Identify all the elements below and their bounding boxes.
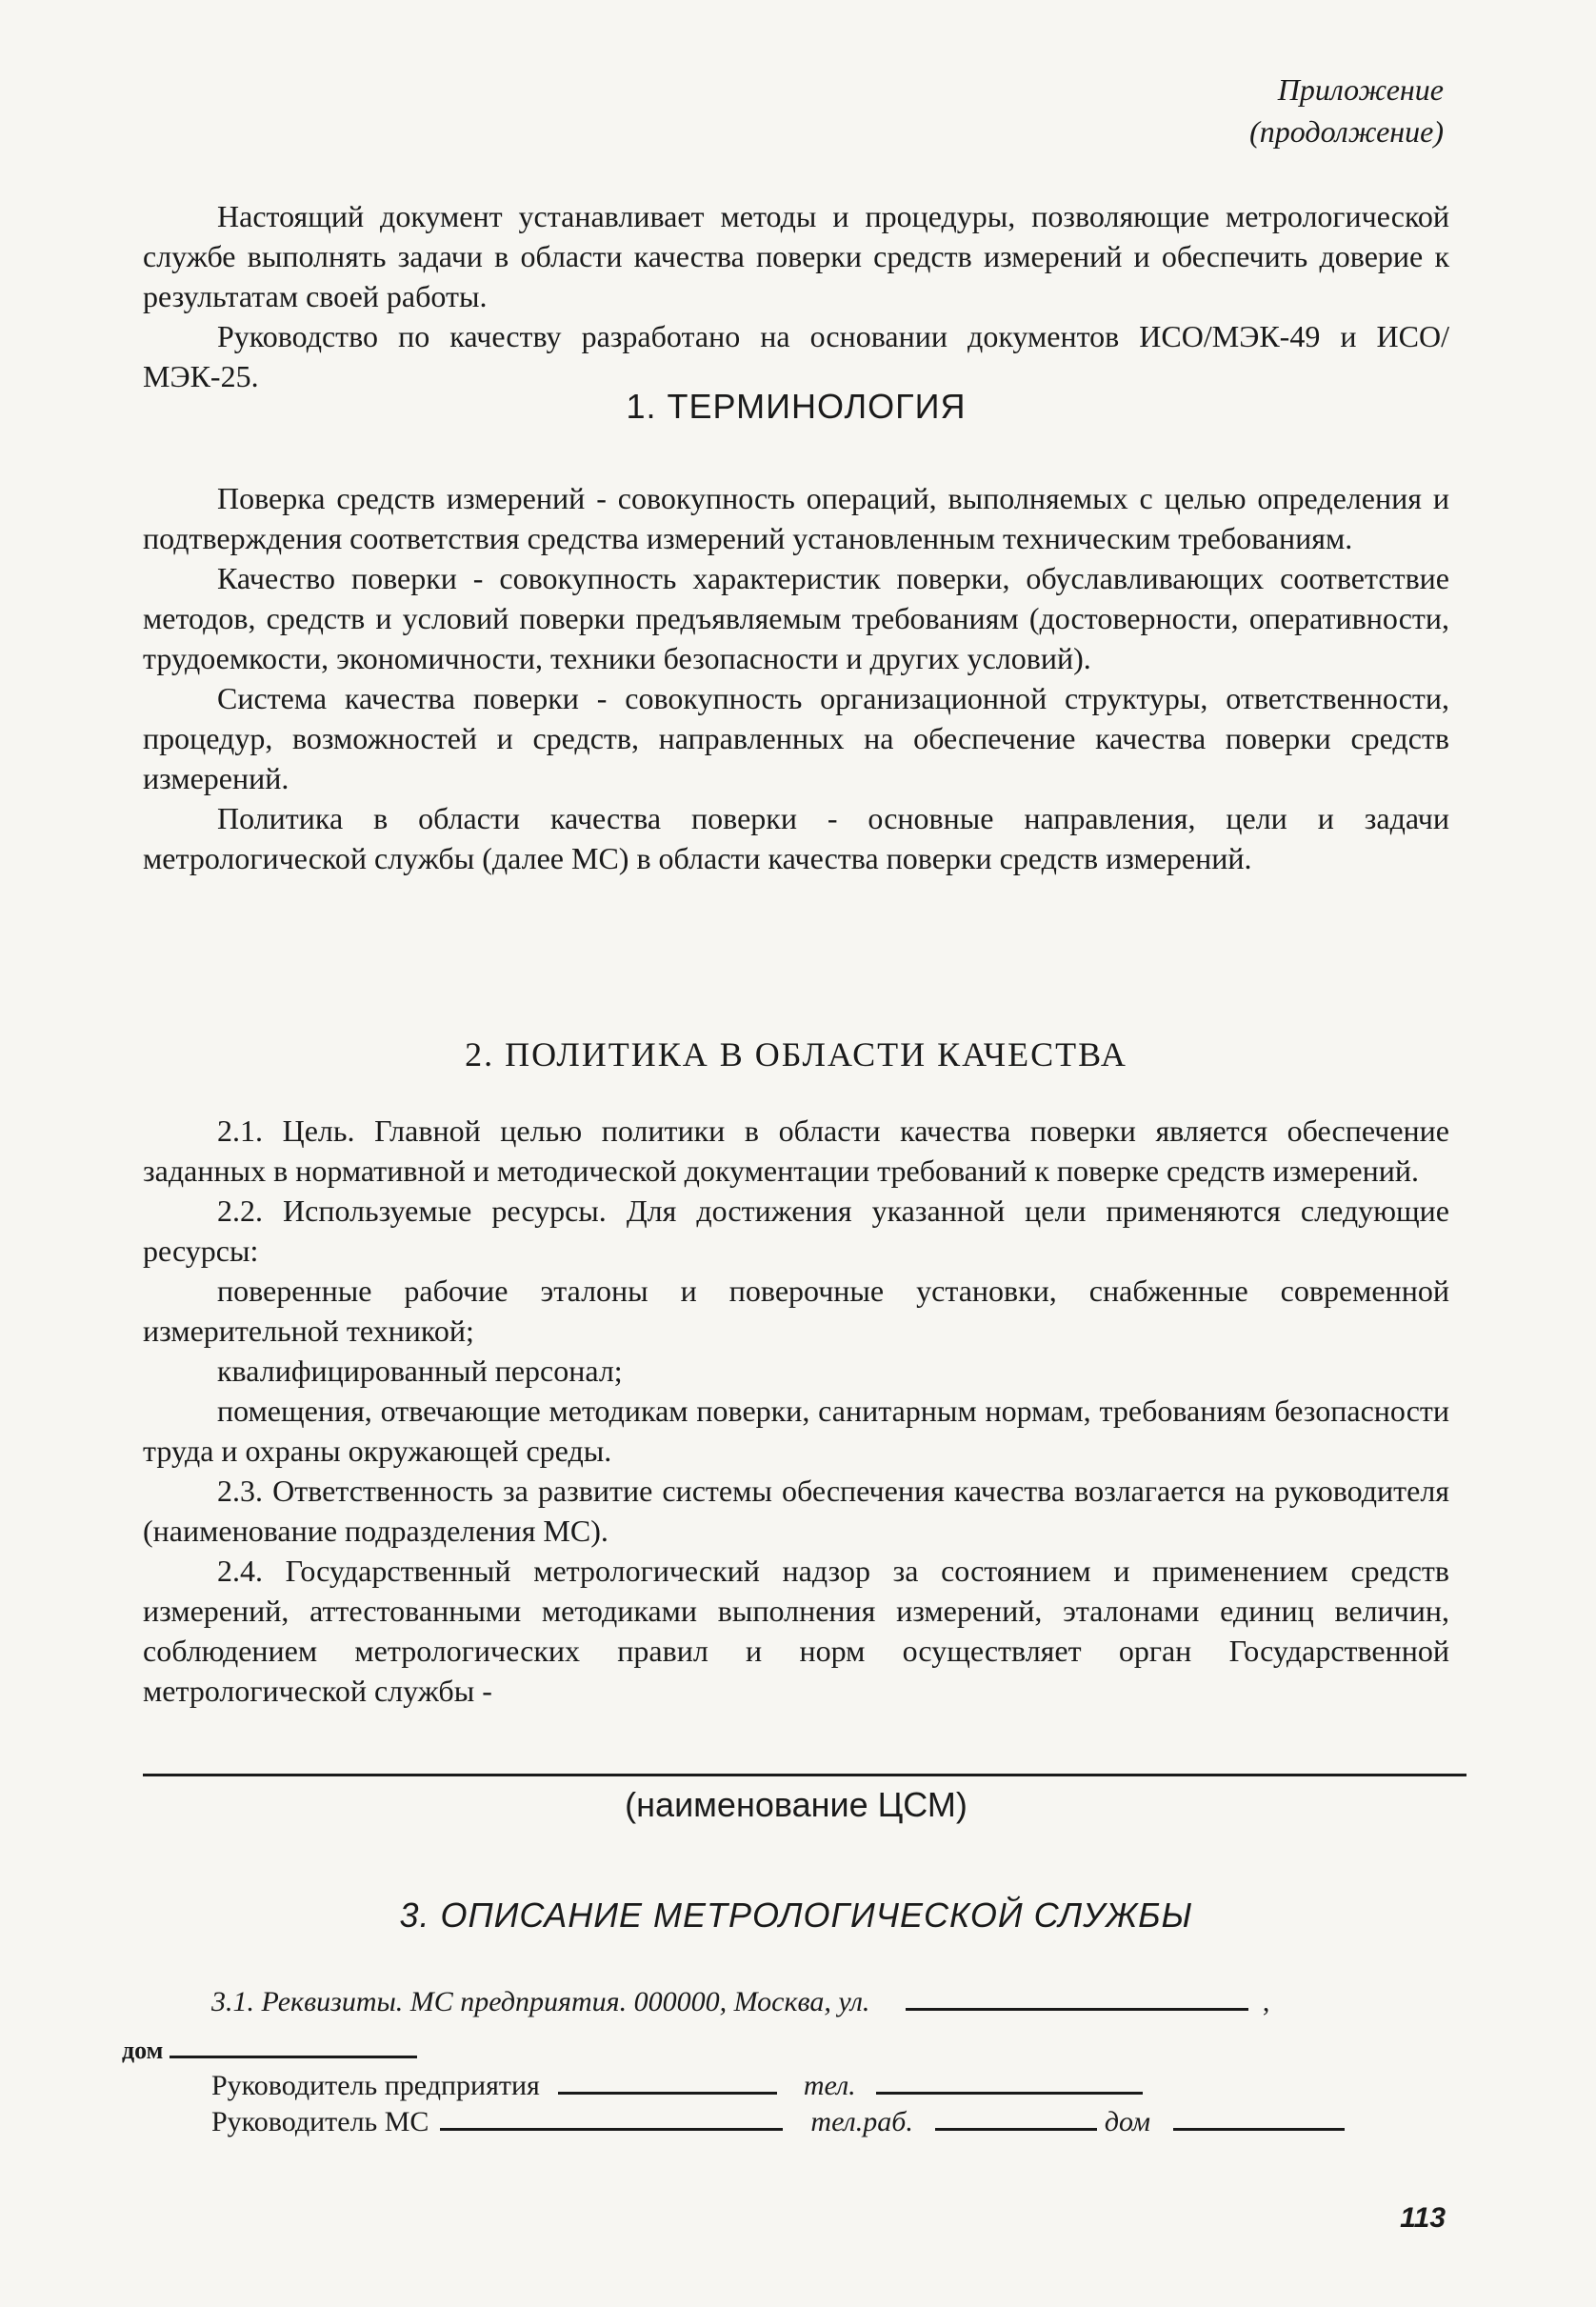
section1-title: 1. ТЕРМИНОЛОГИЯ (626, 387, 967, 426)
intro-paragraph: Настоящий документ устанавливает методы и процедуры, позволяющие метрологической службе выполнять задачи в области качества поверки средств измерений и обеспечить доверие к результатам своей работы. (143, 199, 1449, 313)
work-tel-label: тел.раб. (810, 2106, 913, 2137)
ms-head-label: Руководитель МС (211, 2106, 429, 2137)
enterprise-head-blank (558, 2078, 777, 2095)
resource-item: поверенные рабочие эталоны и поверочные установки, снабженные современной измерительной техникой; (143, 1274, 1449, 1348)
enterprise-head-row (211, 2067, 1143, 2105)
policy-paragraph: 2.2. Используемые ресурсы. Для достижения указанной цели применяются следующие ресурсы: (143, 1194, 1449, 1268)
work-tel-blank (935, 2115, 1097, 2131)
street-blank (906, 1983, 1248, 2011)
definition-paragraph: Поверка средств измерений - совокупность операций, выполняемых с целью определения и подтверждения соответствия средства измерений установленным техническим требованиям. (143, 481, 1449, 555)
appendix-header (1249, 69, 1444, 152)
csm-name-caption: (наименование ЦСМ) (625, 1785, 968, 1824)
intro-paragraph: Руководство по качеству разработано на основании документов ИСО/МЭК-49 и ИСО/МЭК-25. (143, 319, 1449, 393)
definition-paragraph: Политика в области качества поверки - основные направления, цели и задачи метрологической службы (далее МС) в области качества поверки средств измерений. (143, 801, 1449, 875)
continuation-label: (продолжение) (1249, 114, 1444, 149)
intro-block (143, 196, 1449, 396)
house-row (122, 2036, 417, 2065)
definition-paragraph: Система качества поверки - совокупность организационной структуры, ответственности, процедур, возможностей и средств, направленных на обеспечение качества поверки средств измерений. (143, 681, 1449, 795)
home-tel-blank (1173, 2115, 1345, 2131)
appendix-label: Приложение (1277, 72, 1444, 107)
section3-title: 3. ОПИСАНИЕ МЕТРОЛОГИЧЕСКОЙ СЛУЖБЫ (399, 1896, 1193, 1935)
requisites-label: 3.1. Реквизиты. МС предприятия. 000000, Москва, ул. (211, 1986, 870, 2017)
definition-paragraph: Качество поверки - совокупность характеристик поверки, обуславливающих соответствие методов, средств и условий поверки предъявляемым требованиям (достоверности, оперативности, трудоемкости, экономичности, техники безопасности и других условий). (143, 561, 1449, 675)
resource-item: помещения, отвечающие методикам поверки, санитарным нормам, требованиям безопасности труда и охраны окружающей среды. (143, 1394, 1449, 1468)
home-tel-label: дом (1104, 2106, 1151, 2137)
ms-head-row (211, 2103, 1345, 2141)
house-label: дом (122, 2036, 164, 2064)
ms-head-blank (440, 2115, 783, 2131)
tel-label: тел. (803, 2070, 856, 2101)
policy-paragraph: 2.3. Ответственность за развитие системы обеспечения качества возлагается на руководителя (наименование подразделения МС). (143, 1474, 1449, 1548)
house-blank (170, 2042, 417, 2058)
section2-body (143, 1111, 1449, 1711)
resource-item: квалифицированный персонал; (217, 1354, 623, 1388)
enterprise-head-label: Руководитель предприятия (211, 2070, 540, 2101)
tel-blank (876, 2078, 1143, 2095)
section1-body (143, 478, 1449, 878)
policy-paragraph: 2.4. Государственный метрологический надзор за состоянием и применением средств измерений, аттестованными методиками выполнения измерений, эталонами единиц величин, соблюдением метрологических правил и норм осуществляет орган Государственной метрологической службы - (143, 1554, 1449, 1708)
page-number: 113 (1400, 2202, 1446, 2234)
requisites-row: 3.1. Реквизиты. МС предприятия. 000000, Москва, ул. , (211, 1983, 1269, 2021)
policy-paragraph: 2.1. Цель. Главной целью политики в области качества поверки является обеспечение заданных в нормативной и методической документации требований к поверке средств измерений. (143, 1113, 1449, 1188)
fill-in-line (143, 1774, 1466, 1776)
section2-title: 2. ПОЛИТИКА В ОБЛАСТИ КАЧЕСТВА (465, 1035, 1127, 1073)
